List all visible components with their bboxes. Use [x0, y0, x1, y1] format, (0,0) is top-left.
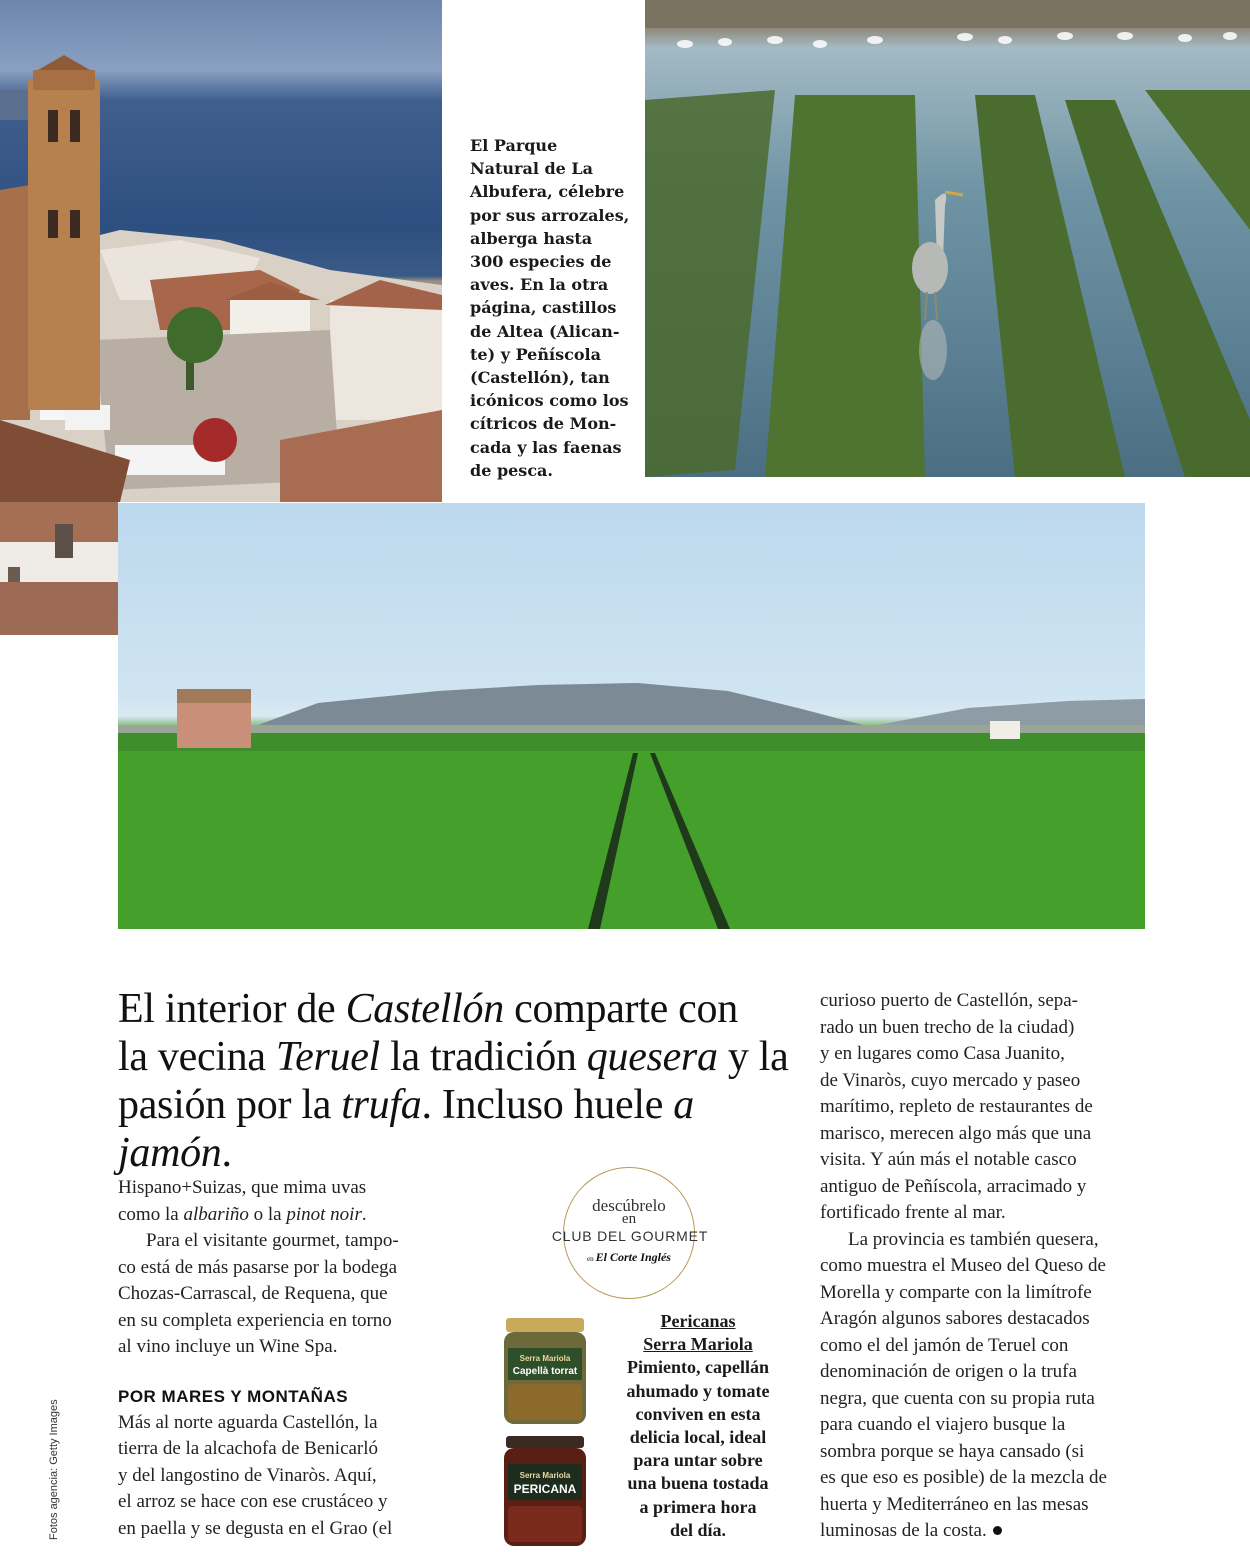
quote-text: la vecina	[118, 1034, 276, 1080]
quote-italic-text: Teruel	[275, 1034, 380, 1080]
jar-image	[500, 1436, 590, 1548]
wetland-illustration	[645, 0, 1250, 477]
club-del-gourmet-badge	[551, 1167, 709, 1299]
text-line: marisco, merecen algo más que una	[820, 1122, 1092, 1144]
text-line: tierra de la alcachofa de Benicarló	[118, 1438, 379, 1459]
altea-town-illustration	[0, 0, 442, 502]
jar-brand: Serra Mariola	[519, 1471, 571, 1480]
caption-line: página, castillos	[470, 298, 617, 318]
jar-capella-torrat	[500, 1318, 590, 1426]
quote-text: . Incluso huele	[421, 1082, 674, 1128]
text-line: huerta y Mediterráneo en las mesas	[820, 1493, 1089, 1515]
quote-text: la tradición	[379, 1034, 587, 1080]
altea-rooftops-photo	[0, 502, 118, 635]
quote-italic-text: quesera	[586, 1034, 718, 1080]
end-of-article-mark	[993, 1526, 1002, 1535]
text-line: negra, que cuenta con su propia ruta	[820, 1387, 1095, 1409]
product-desc-line: una buena tostada	[627, 1473, 769, 1494]
text-span: .	[361, 1203, 367, 1225]
text-line: y del langostino de Vinaròs. Aquí,	[118, 1464, 377, 1486]
text-line: es que eso es posible) de la mezcla de	[820, 1467, 1107, 1488]
caption-line: icónicos como los	[470, 391, 629, 411]
quote-text: .	[221, 1130, 232, 1176]
pull-quote	[118, 985, 808, 1177]
photo-caption	[470, 134, 630, 482]
badge-text: descúbrelo	[592, 1196, 666, 1215]
text-span: o la	[248, 1203, 287, 1225]
product-desc-line: conviven en esta	[635, 1403, 761, 1424]
quote-italic-text: trufa	[341, 1082, 422, 1128]
text-line: denominación de origen o la trufa	[820, 1361, 1077, 1382]
product-desc-line: ahumado y tomate	[626, 1380, 770, 1401]
product-desc-line: Pimiento, capellán	[627, 1357, 769, 1378]
caption-line: de pesca.	[470, 460, 553, 480]
text-line: fortificado frente al mar.	[820, 1202, 1006, 1223]
text-line: Chozas-Carrascal, de Requena, que	[118, 1283, 388, 1304]
text-line: en paella y se degusta en el Grao (el	[118, 1517, 393, 1539]
product-name-line: Serra Mariola	[643, 1334, 753, 1355]
text-line: Morella y comparte con la limítrofe	[820, 1281, 1092, 1303]
quote-italic-text: Castellón	[345, 986, 504, 1032]
quote-text: comparte con	[503, 986, 738, 1032]
paragraph	[820, 988, 1150, 1227]
quote-text: pasión por la	[118, 1082, 342, 1128]
paragraph	[820, 1227, 1150, 1545]
text-line: co está de más pasarse por la bodega	[118, 1256, 398, 1278]
caption-line: cada y las faenas	[470, 437, 622, 457]
product-desc-line: a primera hora	[639, 1496, 757, 1517]
badge-store-name: El Corte Inglés	[595, 1250, 671, 1264]
caption-line: de Altea (Alican-	[470, 321, 620, 341]
right-text-column	[820, 988, 1150, 1545]
rice-fields-illustration	[118, 503, 1145, 929]
product-description	[618, 1310, 778, 1542]
photo-credit: Fotos agencia: Getty Images	[48, 1399, 60, 1540]
rice-fields-photo	[118, 503, 1145, 929]
text-line: sombra porque se haya cansado (si	[820, 1440, 1085, 1462]
text-line: luminosas de la costa.	[820, 1520, 987, 1541]
text-line: como el del jamón de Teruel con	[820, 1334, 1069, 1356]
left-text-column	[118, 1175, 443, 1542]
caption-line: Albufera, célebre	[470, 182, 625, 202]
section-heading: POR MARES Y MONTAÑAS	[118, 1386, 349, 1406]
caption-line: por sus arrozales,	[470, 205, 630, 225]
text-line: La provincia es también quesera,	[848, 1228, 1099, 1250]
caption-line: Natural de La	[470, 159, 594, 179]
jar-brand: Serra Mariola	[519, 1354, 571, 1363]
altea-town-photo	[0, 0, 442, 502]
quote-text: El interior de	[118, 986, 346, 1032]
caption-line: cítricos de Mon-	[470, 414, 617, 434]
italic-text: pinot noir	[286, 1203, 362, 1225]
italic-text: albariño	[183, 1203, 249, 1225]
text-line: Aragón algunos sabores destacados	[820, 1308, 1090, 1329]
badge-brand-text: CLUB DEL GOURMET	[551, 1228, 709, 1244]
jar-image	[500, 1318, 590, 1426]
text-line: de Vinaròs, cuyo mercado y paseo	[820, 1069, 1081, 1091]
text-line: el arroz se hace con ese crustáceo y	[118, 1491, 388, 1512]
caption-line: El Parque	[470, 136, 558, 155]
paragraph	[118, 1410, 443, 1543]
albufera-heron-photo	[645, 0, 1250, 477]
caption-line: (Castellón), tan	[470, 368, 610, 388]
rooftops-illustration	[0, 502, 118, 635]
product-desc-line: delicia local, ideal	[629, 1427, 767, 1448]
product-name	[618, 1310, 778, 1356]
product-name-line: Pericanas	[660, 1311, 736, 1331]
product-desc-line: para untar sobre	[633, 1450, 763, 1471]
text-line: curioso puerto de Castellón, sepa-	[820, 990, 1079, 1011]
badge-text: en	[621, 1211, 637, 1227]
text-line: antiguo de Peñíscola, arracimado y	[820, 1175, 1087, 1197]
jar-label: Capellà torrat	[512, 1366, 578, 1377]
caption-line: 300 especies de	[470, 252, 612, 272]
badge-store-logo	[564, 1250, 694, 1265]
paragraph	[118, 1175, 443, 1228]
caption-line: te) y Peñíscola	[470, 344, 601, 364]
text-line: Más al norte aguarda Castellón, la	[118, 1411, 378, 1433]
caption-line: alberga hasta	[470, 228, 593, 248]
product-desc-line: del día.	[669, 1519, 726, 1540]
text-line: rado un buen trecho de la ciudad)	[820, 1016, 1075, 1038]
text-line: como muestra el Museo del Queso de	[820, 1255, 1106, 1276]
text-line: Para el visitante gourmet, tampo-	[146, 1230, 399, 1251]
text-line: en su completa experiencia en torno	[118, 1309, 392, 1331]
text-line: marítimo, repleto de restaurantes de	[820, 1096, 1093, 1117]
text-line: para cuando el viajero busque la	[820, 1414, 1066, 1435]
text-line: visita. Y aún más el notable casco	[820, 1149, 1077, 1170]
caption-line: aves. En la otra	[470, 275, 609, 295]
badge-small-text: en	[587, 1255, 594, 1263]
text-line: y en lugares como Casa Juanito,	[820, 1043, 1065, 1064]
quote-text: y la	[717, 1034, 789, 1080]
jar-label: PERICANA	[513, 1482, 577, 1496]
text-span: como la	[118, 1203, 184, 1225]
text-line: al vino incluye un Wine Spa.	[118, 1336, 338, 1357]
paragraph	[118, 1228, 443, 1361]
quote-italic-text: a jamón	[118, 1082, 694, 1176]
jar-pericana	[500, 1436, 590, 1548]
text-span: Hispano+Suizas, que mima uvas	[118, 1177, 367, 1198]
